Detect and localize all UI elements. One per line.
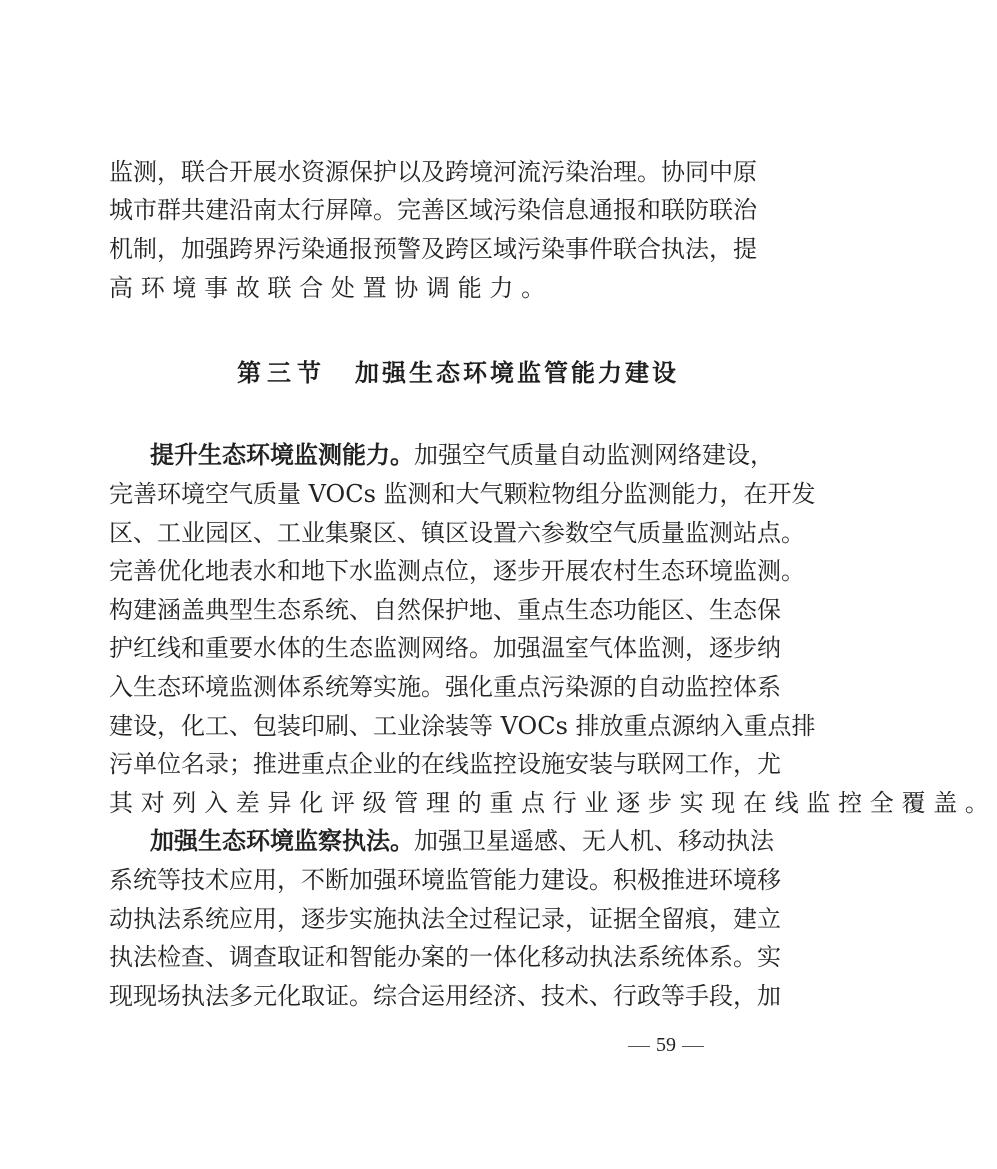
paragraph-2-line-9: 污单位名录；推进重点企业的在线监控设施安装与联网工作，尤 xyxy=(109,750,781,778)
page-number-right-dash xyxy=(682,1046,704,1047)
paragraph-2-line-3: 区、工业园区、工业集聚区、镇区设置六参数空气质量监测站点。 xyxy=(109,519,805,547)
section-heading xyxy=(237,358,679,388)
paragraph-2-lead: 提升生态环境监测能力。 xyxy=(150,440,414,469)
section-title: 加强生态环境监管能力建设 xyxy=(355,358,679,387)
paragraph-1-line-2: 城市群共建沿南太行屏障。完善区域污染信息通报和联防联治 xyxy=(109,196,757,224)
paragraph-1-line-4: 高环境事故联合处置协调能力。 xyxy=(109,274,553,302)
paragraph-2-line-6: 护红线和重要水体的生态监测网络。加强温室气体监测，逐步纳 xyxy=(109,634,781,662)
paragraph-3-first-line-rest: 加强卫星遥感、无人机、移动执法 xyxy=(414,827,774,855)
paragraph-2-line-8: 建设，化工、包装印刷、工业涂装等 VOCs 排放重点源纳入重点排 xyxy=(109,712,816,740)
paragraph-2-line-10: 其对列入差异化评级管理的重点行业逐步实现在线监控全覆盖。 xyxy=(109,789,997,817)
page-number-left-dash xyxy=(628,1046,650,1047)
paragraph-3-line-1 xyxy=(150,826,774,856)
paragraph-3-line-3: 动执法系统应用，逐步实施执法全过程记录，证据全留痕，建立 xyxy=(109,905,781,933)
paragraph-1-line-1: 监测，联合开展水资源保护以及跨境河流污染治理。协同中原 xyxy=(109,158,757,186)
paragraph-3-lead: 加强生态环境监察执法。 xyxy=(150,826,414,855)
paragraph-2-first-line-rest: 加强空气质量自动监测网络建设， xyxy=(414,441,774,469)
section-number: 第三节 xyxy=(237,358,327,387)
paragraph-2-line-7: 入生态环境监测体系统筹实施。强化重点污染源的自动监控体系 xyxy=(109,673,781,701)
page-number-value: 59 xyxy=(656,1034,676,1056)
paragraph-2-line-2: 完善环境空气质量 VOCs 监测和大气颗粒物组分监测能力，在开发 xyxy=(109,480,816,508)
paragraph-3-line-4: 执法检查、调查取证和智能办案的一体化移动执法系统体系。实 xyxy=(109,943,781,971)
paragraph-2-line-4: 完善优化地表水和地下水监测点位，逐步开展农村生态环境监测。 xyxy=(109,557,805,585)
page-number xyxy=(622,1034,722,1056)
paragraph-1-line-3: 机制，加强跨界污染通报预警及跨区域污染事件联合执法，提 xyxy=(109,235,757,263)
paragraph-2-line-1 xyxy=(150,440,774,470)
paragraph-3-line-5: 现现场执法多元化取证。综合运用经济、技术、行政等手段，加 xyxy=(109,982,781,1010)
paragraph-3-line-2: 系统等技术应用，不断加强环境监管能力建设。积极推进环境移 xyxy=(109,866,781,894)
paragraph-2-line-5: 构建涵盖典型生态系统、自然保护地、重点生态功能区、生态保 xyxy=(109,596,781,624)
